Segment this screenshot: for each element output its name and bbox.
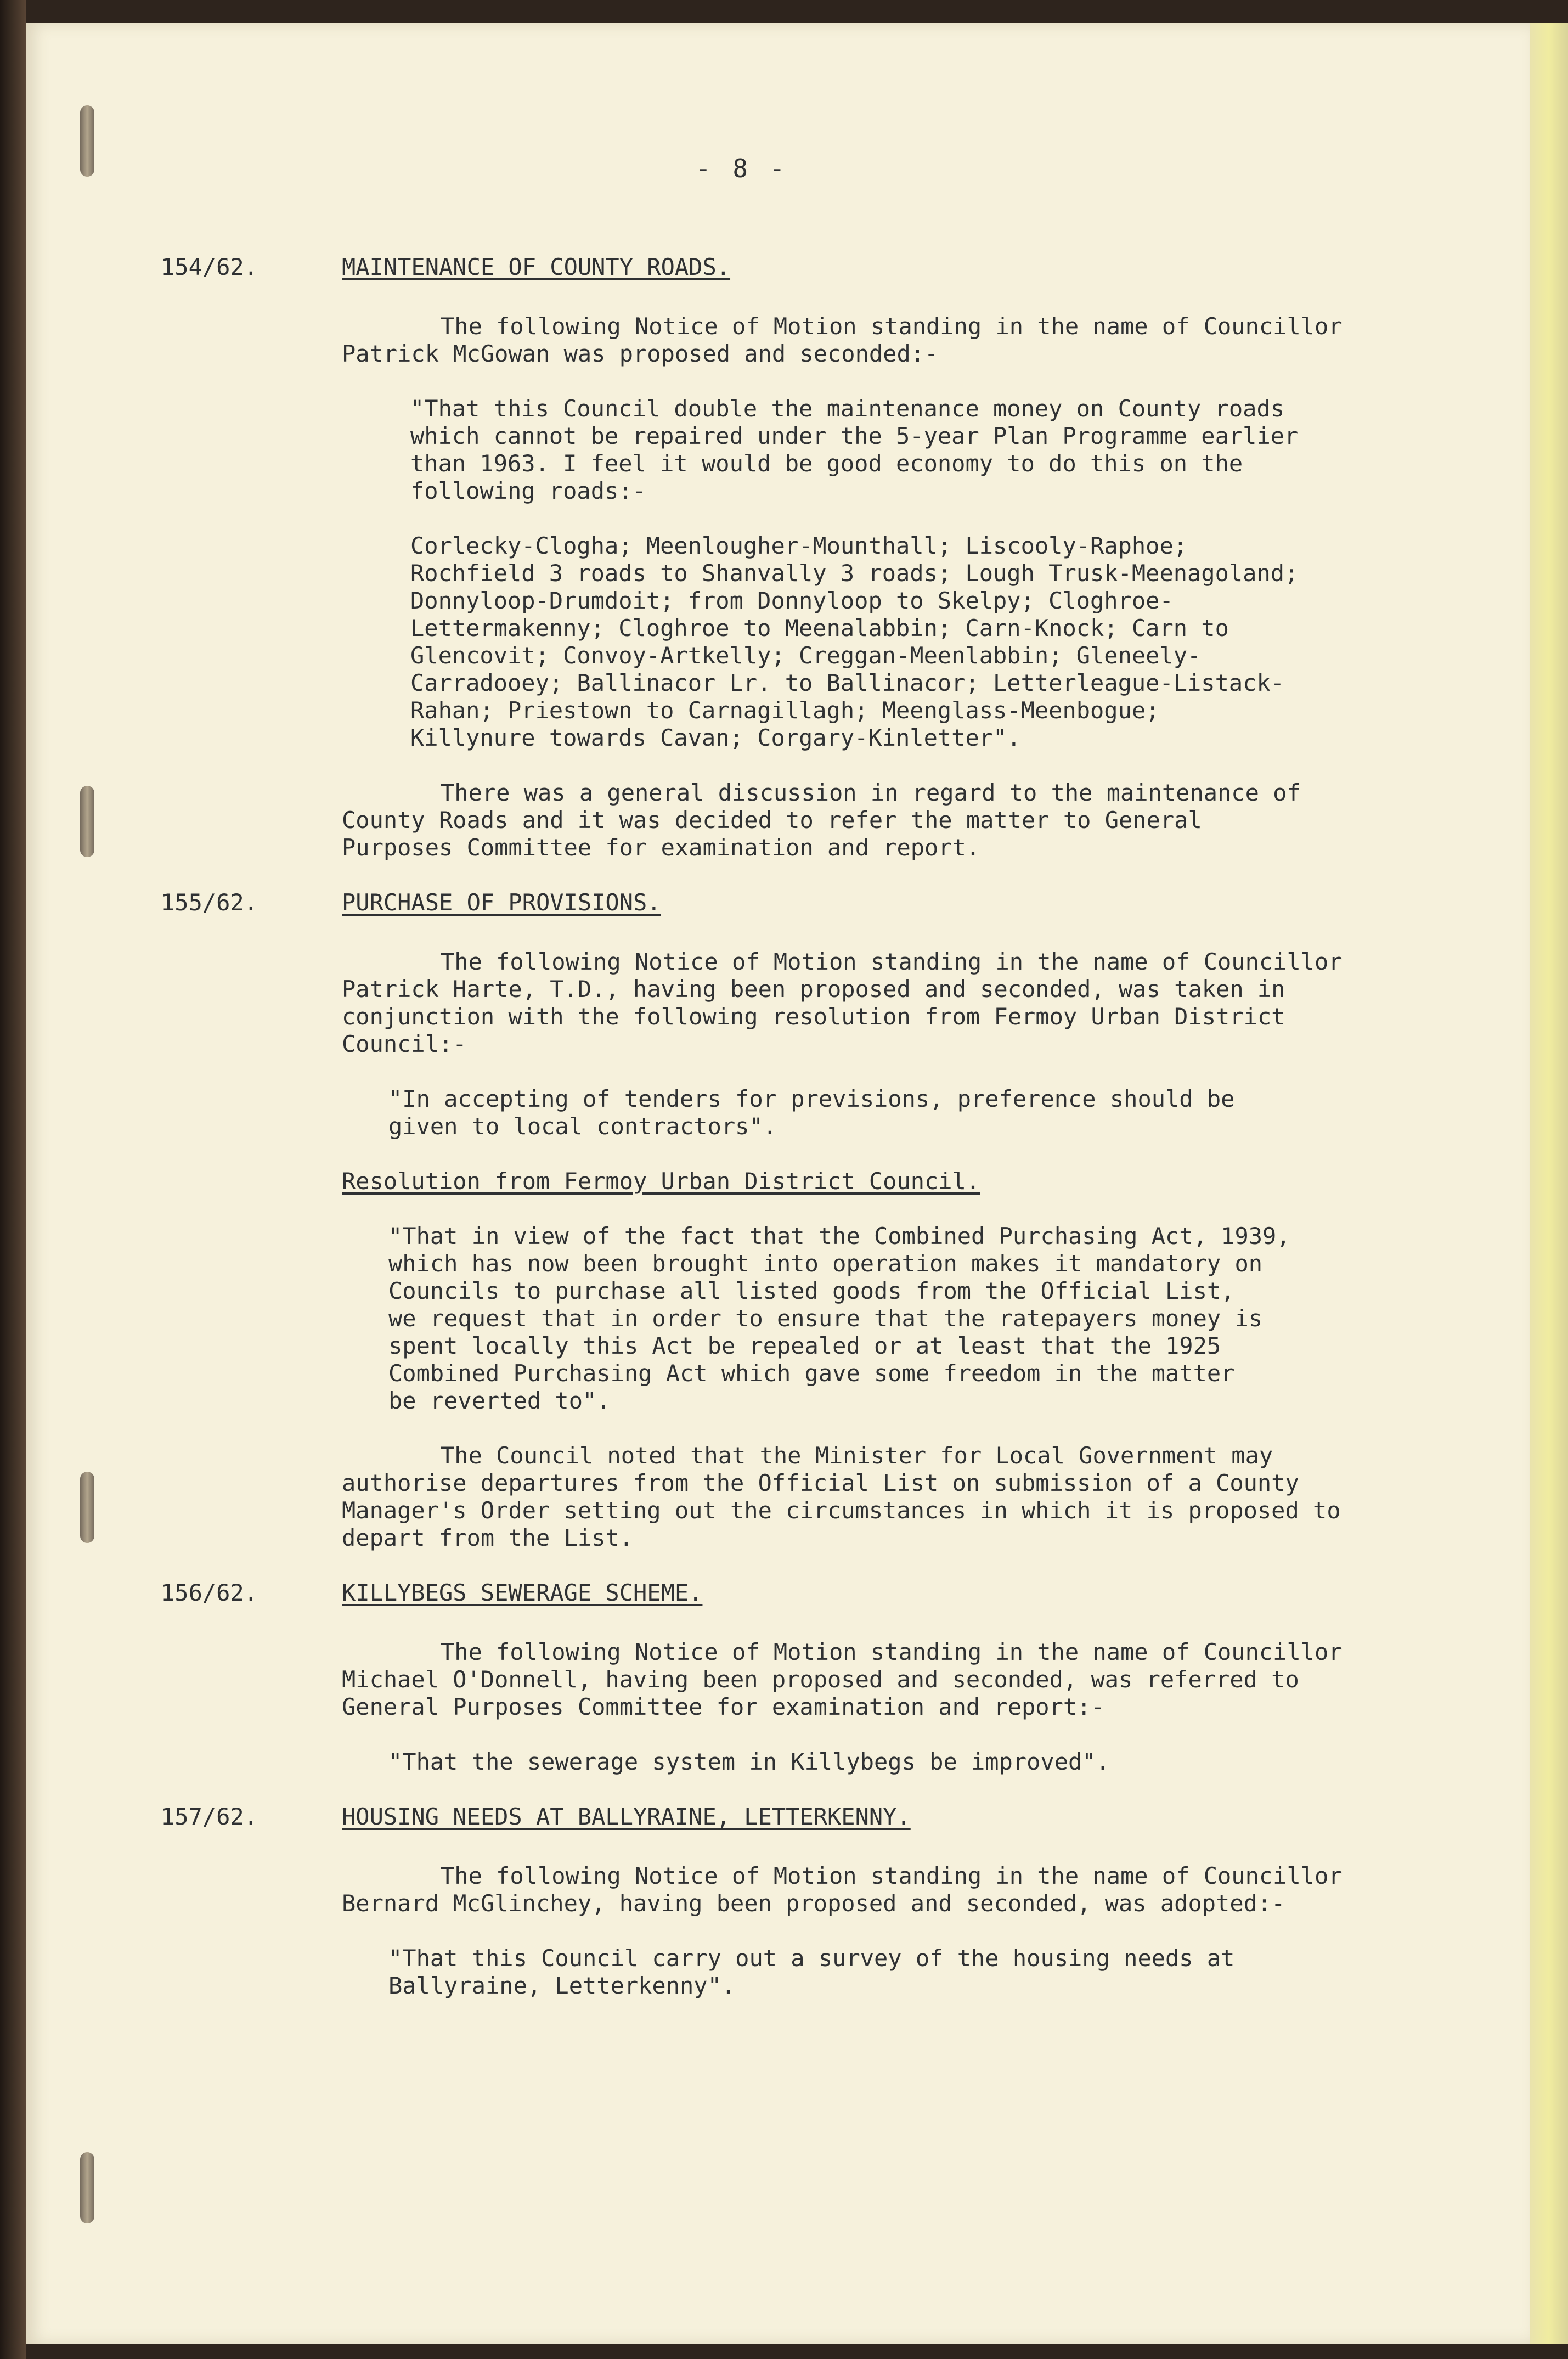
quoted-resolution: "That in view of the fact that the Combined Purchasing Act, 1939, which has now been brought into operation makes it mandatory on Councils to purchase all listed goods from the Official List, we request that in order to ensure that the ratepayers money is spent locally this Act be repealed or at least that the 1925 Combined Purchasing Act which gave some freedom in the matter be reverted to". <box>388 1223 1290 1414</box>
paragraph: There was a general discussion in regard to the maintenance of County Roads and it was decided to refer the matter to General Purposes Committee for examination and report. <box>342 779 1301 861</box>
minute-number: 157/62. <box>161 1803 258 1830</box>
minute-number: 155/62. <box>161 889 258 916</box>
page-text <box>26 23 1530 2344</box>
paragraph: The following Notice of Motion standing in the name of Councillor Bernard McGlinchey, having been proposed and seconded, was adopted:- <box>342 1862 1343 1917</box>
paragraph: The following Notice of Motion standing in the name of Councillor Patrick Harte, T.D., having been proposed and seconded, was taken in conjunction with the following resolution from Fermoy Urban District Council:- <box>342 948 1343 1057</box>
document-page <box>26 23 1530 2344</box>
quoted-motion: "That this Council double the maintenance money on County roads which cannot be repaired under the 5-year Plan Programme earlier than 1963. I feel it would be good economy to do this on the following roads:- <box>410 395 1299 504</box>
minute-title: HOUSING NEEDS AT BALLYRAINE, LETTERKENNY. <box>342 1803 911 1830</box>
quoted-motion: "In accepting of tenders for previsions, preference should be given to local contractors". <box>388 1085 1235 1140</box>
minute-title: KILLYBEGS SEWERAGE SCHEME. <box>342 1579 703 1606</box>
sub-heading: Resolution from Fermoy Urban District Council. <box>342 1168 980 1195</box>
minute-number: 154/62. <box>161 254 258 280</box>
minute-title: PURCHASE OF PROVISIONS. <box>342 889 661 916</box>
quoted-motion: "That the sewerage system in Killybegs be improved". <box>388 1748 1110 1775</box>
road-list: Corlecky-Clogha; Meenlougher-Mounthall; Liscooly-Raphoe; Rochfield 3 roads to Shanvally 3 roads; Lough Trusk-Meenagoland; Donnyloop-Drumdoit; from Donnyloop to Skelpy; Cloghroe- Lettermakenny; Cloghroe to Meenalabbin; Carn-Knock; Carn to Glencovit; Convoy-Artkelly; Creggan-Meenlabbin; Gleneely- Carradooey; Ballinacor Lr. to Ballinacor; Letterleague-Listack- Rahan; Priestown to Carnagillagh; Meenglass-Meenbogue; Killynure towards Cavan; Corgary-Kinletter". <box>410 532 1299 751</box>
paragraph: The following Notice of Motion standing in the name of Councillor Patrick McGowan was proposed and seconded:- <box>342 313 1343 367</box>
paragraph: The following Notice of Motion standing in the name of Councillor Michael O'Donnell, having been proposed and seconded, was referred to General Purposes Committee for examination and report:- <box>342 1639 1343 1720</box>
paragraph: The Council noted that the Minister for Local Government may authorise departures from the Official List on submission of a County Manager's Order setting out the circumstances in which it is proposed to depart from the List. <box>342 1442 1341 1551</box>
quoted-motion: "That this Council carry out a survey of the housing needs at Ballyraine, Letterkenny". <box>388 1945 1235 1999</box>
page-number: - 8 - <box>696 154 788 183</box>
binding-edge <box>0 0 26 2359</box>
minute-number: 156/62. <box>161 1579 258 1606</box>
page-edge-strip <box>1530 23 1568 2344</box>
minute-title: MAINTENANCE OF COUNTY ROADS. <box>342 254 731 280</box>
